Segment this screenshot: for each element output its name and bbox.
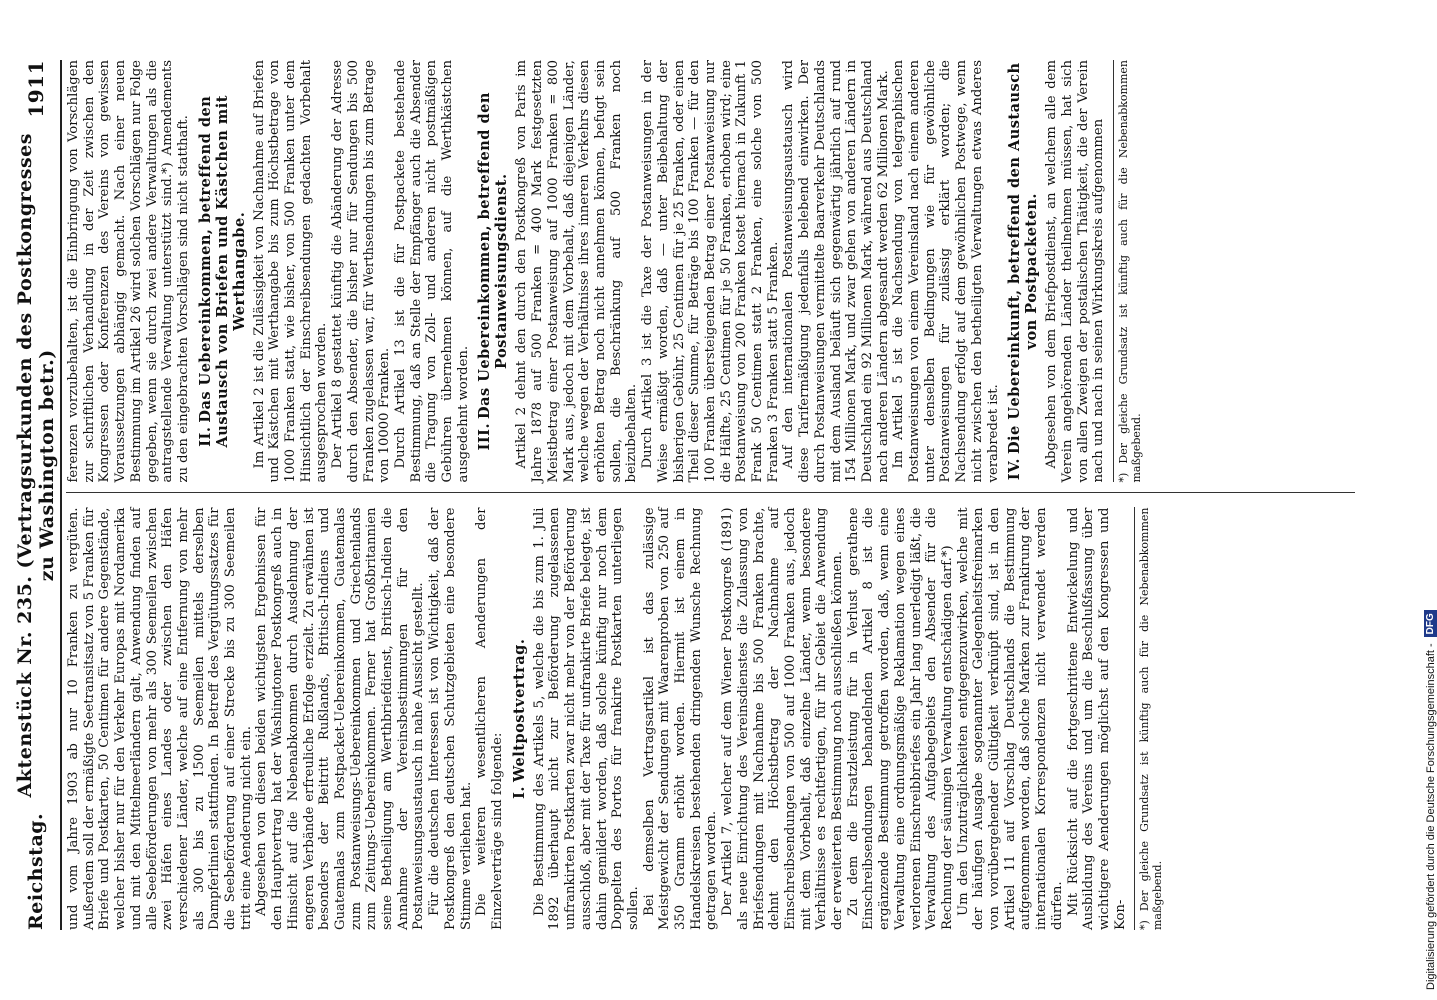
paragraph: Der Artikel 7, welcher auf dem Wiener Postkongreß (1891) als neue Einrichtung des Vereinsdienstes die Zulassung von Briefsendungen mit Nachnahme bis 500 Franken brachte, dehnt den Höchstbetrag der Nachnahme auf Einschreibsendungen von 500 auf 1000 Franken aus, jedoch mit dem Vorbehalt, daß einzelne Länder, wenn besondere Verhältnisse es rechtfertigen, für ihr Gebiet die Anwendung der erweiterten Bestimmung noch ausschließen können. — [720, 507, 846, 930]
header-rule — [60, 60, 62, 930]
paragraph: Für die deutschen Interessen ist von Wichtigkeit, daß der Postkongreß den deutschen Schutzgebieten eine besondere Stimme verliehen hat. — [427, 507, 474, 930]
section-heading-1: I.Weltpostvertrag. — [510, 638, 528, 799]
digitization-sidebar — [1410, 0, 1437, 1000]
paragraph: ferenzen vorzubehalten, ist die Einbringung von Vorschlägen zur schriftlichen Verhandlung in der Zeit zwischen den Kongressen oder Konferenzen des Vereins von gewissen Voraussetzungen abhängig gemacht. Nach einer neuen Bestimmung im Artikel 26 wird solchen Vorschlägen nur Folge gegeben, wenn sie durch zwei andere Verwaltungen als die antragstellende Verwaltung unterstützt sind.*) Amendements zu den eingebrachten Vorschlägen sind nicht statthaft. — [66, 60, 191, 483]
footnote: *) Der gleiche Grundsatz ist künftig auch für die Nebenabkommen maßgebend. — [1134, 508, 1164, 931]
section-heading-4: IV.Die Uebereinkunft, betreffend den Austausch von Postpacketen. — [1006, 62, 1041, 481]
column-right — [66, 60, 1355, 494]
paragraph: Auf den internationalen Postanweisungsaustausch wird diese Tarifermäßigung jedenfalls belebend einwirken. Der durch Postanweisungen vermittelte Baarverkehr Deutschlands mit dem Ausland beläuft sich gegenwärtig jährlich auf rund 154 Millionen Mark, und zwar gehen von anderen Ländern in Deutschland ein 92 Millionen Mark, während aus Deutschland nach anderen Ländern abgesandt werden 62 Millionen Mark. — [781, 60, 891, 483]
footnote: *) Der gleiche Grundsatz ist künftig auch für die Nebenabkommen maßgebend. — [1113, 60, 1143, 483]
paragraph: und vom Jahre 1903 ab nur 10 Franken zu vergüten. Außerdem soll der ermäßigte Seetransitsatz von 5 Franken für Briefe und Postkarten, 50 Centimen für andere Gegenstände, welcher bisher nur für den Verkehr Europas mit Nordamerika und mit den Mittelmeerländern galt, Anwendung finden auf alle Seebeförderungen von mehr als 300 Seemeilen zwischen zwei Häfen eines Landes oder zwischen den Häfen verschiedener Länder, welche auf eine Entfernung von mehr als 300 bis zu 1500 Seemeilen mittels derselben Dampferlinien stattfinden. In Betreff des Vergütungssatzes für die Seebeförderung auf einer Strecke bis zu 300 Seemeilen tritt eine Aenderung nicht ein. — [66, 507, 254, 930]
text-columns — [66, 60, 1355, 930]
paragraph: Mit Rücksicht auf die fortgeschrittene Entwickelung und Ausbildung des Vereins und um die Beschlußfassung über wichtigere Aenderungen möglichst auf den Kongressen und Kon- — [1065, 507, 1128, 930]
paragraph: Im Artikel 2 ist die Zulässigkeit von Nachnahme auf Briefen und Kästchen mit Werthangabe bis zum Höchstbetrage von 1000 Franken statt, wie bisher, von 500 Franken unter dem Hinsichtlich der Einschreibsendungen gedachten Vorbehalt ausgesprochen worden. — [251, 60, 330, 483]
section-heading-2: II.Das Uebereinkommen, betreffend den Austausch von Briefen und Kästchen mit Werthangabe. — [196, 95, 248, 448]
paragraph: Im Artikel 5 ist die Nachsendung von telegraphischen Postanweisungen von einem Vereinsland nach einem anderen unter denselben Bedingungen wie für gewöhnliche Postanweisungen für zulässig erklärt worden; die Nachsendung erfolgt auf dem gewöhnlichen Postwege, wenn nicht zwischen den betheiligten Verwaltungen etwas Anderes verabredet ist. — [891, 60, 1001, 483]
header-left: Reichstag. — [25, 812, 47, 930]
paragraph: Der Artikel 8 gestattet künftig die Abänderung der Adresse durch den Absender, die bisher nur für Sendungen bis 500 Franken zugelassen war, für Werthsendungen bis zum Betrage von 10000 Franken. — [330, 60, 393, 483]
paragraph: Zu dem die Ersatzleistung für in Verlust gerathene Einschreibsendungen behandelnden Artikel 8 ist die ergänzende Bestimmung getroffen worden, daß, wenn eine Verwaltung eine ordnungsmäßige Reklamation wegen eines verlorenen Einschreibbriefes ein Jahr lang unerledigt läßt, die Verwaltung des Aufgabegebiets den Absender für die Rechnung der säumigen Verwaltung entschädigen darf.*) — [845, 507, 955, 930]
paragraph: Um den Unzuträglichkeiten entgegenzuwirken, welche mit der häufigen Ausgabe sogenannter Gelegenheitsfreimarken von vorübergehender Gültigkeit verknüpft sind, ist in den Artikel 11 auf Vorschlag Deutschlands die Bestimmung aufgenommen worden, daß solche Marken zur Frankirung der internationalen Korrespondenzen nicht verwendet werden dürfen. — [955, 507, 1065, 930]
paragraph: Abgesehen von dem Briefpostdienst, an welchem alle dem Verein angehörenden Länder theilnehmen müssen, hat sich von allen Zweigen der postalischen Thätigkeit, die der Verein nach und nach in seinen Wirkungskreis aufgenommen — [1044, 60, 1107, 483]
column-left — [66, 508, 1355, 931]
paragraph: Durch Artikel 3 ist die Taxe der Postanweisungen in der Weise ermäßigt worden, daß — unter Beibehaltung der bisherigen Gebühr, 25 Centimen für je 25 Franken, oder einen Theil dieser Summe, für Beträge bis 100 Franken — für den 100 Franken übersteigenden Betrag einer Postanweisung nur die Hälfte, 25 Centimen für je 50 Franken, erhoben wird; eine Postanweisung von 200 Franken kostet hiernach in Zukunft 1 Frank 50 Centimen statt 2 Franken, eine solche von 500 Franken 3 Franken statt 5 Franken. — [640, 60, 781, 483]
paragraph: Abgesehen von diesen beiden wichtigsten Ergebnissen für den Hauptvertrag hat der Washingtoner Postkongreß auch in Hinsicht auf die Nebenabkommen durch Ausdehnung der engeren Verbände erfreuliche Erfolge erzielt. Zu erwähnen ist besonders der Beitritt Rußlands, Britisch-Indiens und Guatemalas zum Postpacket-Uebereinkommen, Guatemalas zum Postanweisungs-Uebereinkommen und Griechenlands zum Zeitungs-Uebereinkommen. Ferner hat Großbritannien seine Betheiligung am Werthbriefdienst, Britisch-Indien die Annahme der Vereinsbestimmungen für den Postanweisungsaustausch in nahe Aussicht gestellt. — [254, 507, 427, 930]
paragraph: Die Bestimmung des Artikels 5, welche die bis zum 1. Juli 1892 überhaupt nicht zur Beförderung zugelassenen unfrankirten Postkarten zwar nicht mehr von der Beförderung ausschloß, aber mit der Taxe für unfrankirte Briefe belegte, ist dahin gemildert worden, daß solche künftig nur noch dem Doppelten des Portos für frankirte Postkarten unterliegen sollen. — [531, 507, 641, 930]
dfg-logo: DFG — [1424, 610, 1437, 637]
header-year: 1911 — [24, 60, 48, 118]
paragraph: Artikel 2 dehnt den durch den Postkongreß von Paris im Jahre 1878 auf 500 Franken = 400 Mark festgesetzten Meistbetrag einer Postanweisung auf 1000 Franken = 800 Mark aus, jedoch mit dem Vorbehalt, daß diejenigen Länder, welche wegen der Verhältnisse ihres inneren Verkehrs diesen erhöhten Betrag noch nicht annehmen können, befugt sein sollen, die Beschränkung auf 500 Franken noch beizubehalten. — [514, 60, 640, 483]
paragraph: Die weiteren wesentlicheren Aenderungen der Einzelverträge sind folgende: — [474, 507, 505, 930]
header-title: Aktenstück Nr. 235. (Vertragsurkunden des Postkongresses zu Washington betr.) — [14, 133, 58, 798]
paragraph: Bei demselben Vertragsartikel ist das zulässige Meistgewicht der Sendungen mit Waarenproben von 250 auf 350 Gramm erhöht worden. Hiermit ist einem in Handelskreisen bestehenden dringenden Wunsche Rechnung getragen worden. — [641, 507, 720, 930]
paragraph: Durch Artikel 13 ist die für Postpackete bestehende Bestimmung, daß an Stelle der Empfänger auch die Absender die Tragung von Zoll- und anderen nicht postmäßigen Gebühren übernehmen können, auf die Werthkästchen ausgedehnt worden. — [392, 60, 471, 483]
running-header — [14, 60, 58, 930]
section-heading-3: III.Das Uebereinkommen, betreffend den Postanweisungsdienst. — [476, 92, 511, 451]
dfg-credit: Digitalisierung gefördert durch die Deutsche Forschungsgemeinschaft - — [1424, 643, 1437, 990]
